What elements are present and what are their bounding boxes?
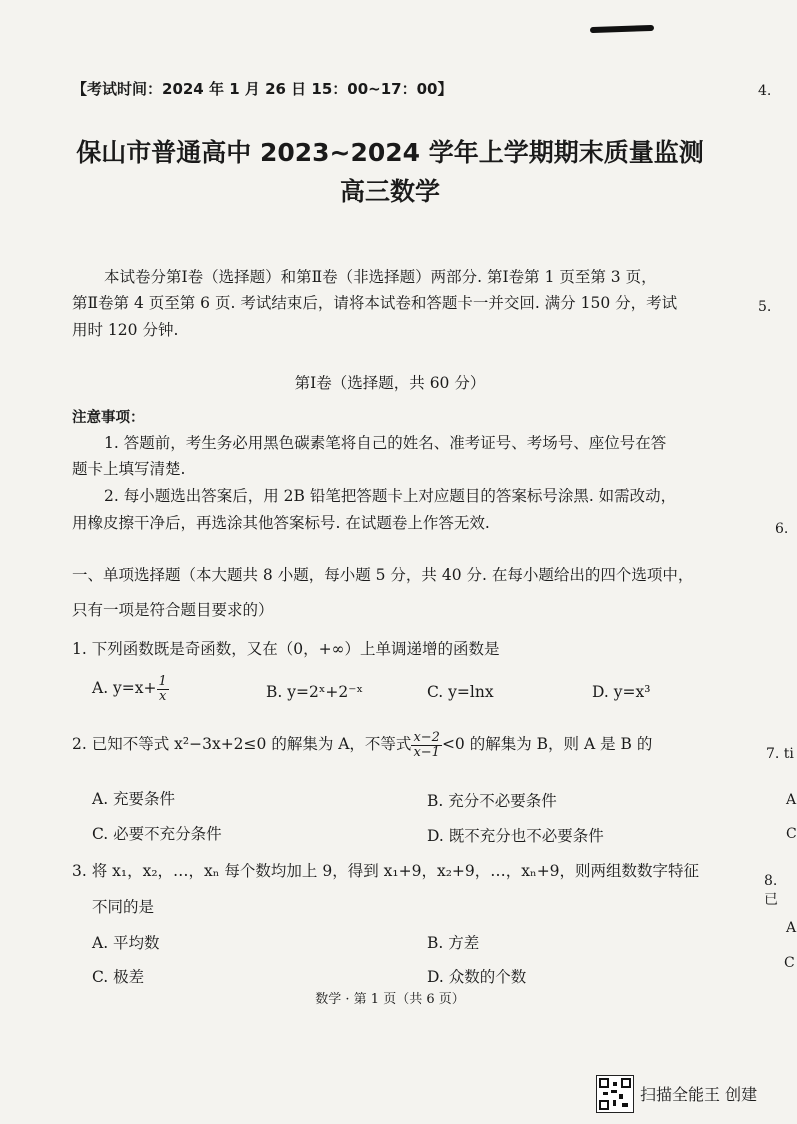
- notes-line: 2. 每小题选出答案后，用 2B 铅笔把答题卡上对应题目的答案标号涂黑. 如需改动，: [104, 487, 677, 505]
- fraction-numerator: 1: [158, 674, 167, 689]
- qr-code-icon: [596, 1075, 634, 1113]
- notes-line: 题卡上填写清楚.: [72, 460, 186, 478]
- edge-number: 6.: [775, 521, 789, 537]
- intro-line: 第Ⅱ卷第 4 页至第 6 页. 考试结束后，请将本试卷和答题卡一并交回. 满分 150 分，考试: [72, 294, 678, 312]
- edge-letter: A: [786, 920, 797, 936]
- question-3-option-b: B. 方差: [427, 934, 480, 952]
- question-2-stem: [72, 731, 652, 759]
- edge-letter: C: [786, 826, 797, 842]
- edge-number: 4.: [758, 83, 772, 99]
- intro-line: 本试卷分第Ⅰ卷（选择题）和第Ⅱ卷（非选择题）两部分. 第Ⅰ卷第 1 页至第 3 页，: [104, 268, 657, 286]
- notes-line: 用橡皮擦干净后，再选涂其他答案标号. 在试题卷上作答无效.: [72, 514, 490, 532]
- page-subtitle: 高三数学: [339, 177, 440, 206]
- page-footer: 数学 · 第 1 页（共 6 页）: [315, 992, 465, 1007]
- question-3-stem-cont: 不同的是: [92, 898, 155, 916]
- question-1-option-b: B. y=2ˣ+2⁻ˣ: [266, 683, 364, 701]
- section-heading: 一、单项选择题（本大题共 8 小题，每小题 5 分，共 40 分. 在每小题给出的四个选项中，: [72, 566, 694, 584]
- edge-number: 7. ti: [766, 746, 794, 762]
- edge-letter: A: [786, 792, 797, 808]
- question-3-option-a: A. 平均数: [92, 934, 160, 952]
- fraction-denominator: x: [159, 688, 167, 704]
- fraction-numerator: x−2: [413, 730, 440, 745]
- question-1-option-a: [92, 675, 169, 703]
- part1-heading: 第Ⅰ卷（选择题，共 60 分）: [294, 374, 486, 392]
- question-2-option-b: B. 充分不必要条件: [427, 792, 557, 810]
- question-3-stem: 3. 将 x₁，x₂，…，xₙ 每个数均加上 9，得到 x₁+9，x₂+9，…，xₙ+9，则两组数数字特征: [72, 862, 700, 880]
- intro-line: 用时 120 分钟.: [72, 321, 179, 339]
- scan-edge-mark: [590, 25, 654, 33]
- question-2-fraction: [411, 731, 442, 759]
- edge-number: 5.: [758, 299, 772, 315]
- question-3-option-c: C. 极差: [92, 968, 145, 986]
- notes-line: 1. 答题前，考生务必用黑色碳素笔将自己的姓名、准考证号、考场号、座位号在答: [104, 434, 667, 452]
- option-a-prefix: A. y=x+: [92, 679, 157, 698]
- question-2-stem-b: <0 的解集为 B，则 A 是 B 的: [441, 735, 653, 754]
- question-3-option-d: D. 众数的个数: [427, 968, 527, 986]
- question-1-option-c: C. y=lnx: [427, 683, 494, 701]
- page-title: 保山市普通高中 2023~2024 学年上学期期末质量监测: [76, 138, 704, 167]
- question-2-option-a: A. 充要条件: [92, 790, 176, 808]
- question-1-stem: 1. 下列函数既是奇函数，又在（0，+∞）上单调递增的函数是: [72, 640, 500, 658]
- scanner-watermark: 扫描全能王 创建: [640, 1085, 758, 1104]
- edge-number: 8. 已: [764, 873, 778, 908]
- edge-letter: C: [784, 955, 795, 971]
- question-1-option-d: D. y=x³: [592, 683, 651, 701]
- exam-time: 【考试时间：2024 年 1 月 26 日 15：00~17：00】: [72, 80, 453, 98]
- section-heading-cont: 只有一项是符合题目要求的）: [72, 601, 274, 619]
- fraction-denominator: x−1: [413, 744, 440, 760]
- question-2-option-c: C. 必要不充分条件: [92, 825, 222, 843]
- notes-heading: 注意事项：: [72, 410, 145, 426]
- question-2-stem-a: 2. 已知不等式 x²−3x+2≤0 的解集为 A，不等式: [72, 735, 412, 754]
- option-a-fraction: [157, 675, 169, 703]
- question-2-option-d: D. 既不充分也不必要条件: [427, 827, 604, 845]
